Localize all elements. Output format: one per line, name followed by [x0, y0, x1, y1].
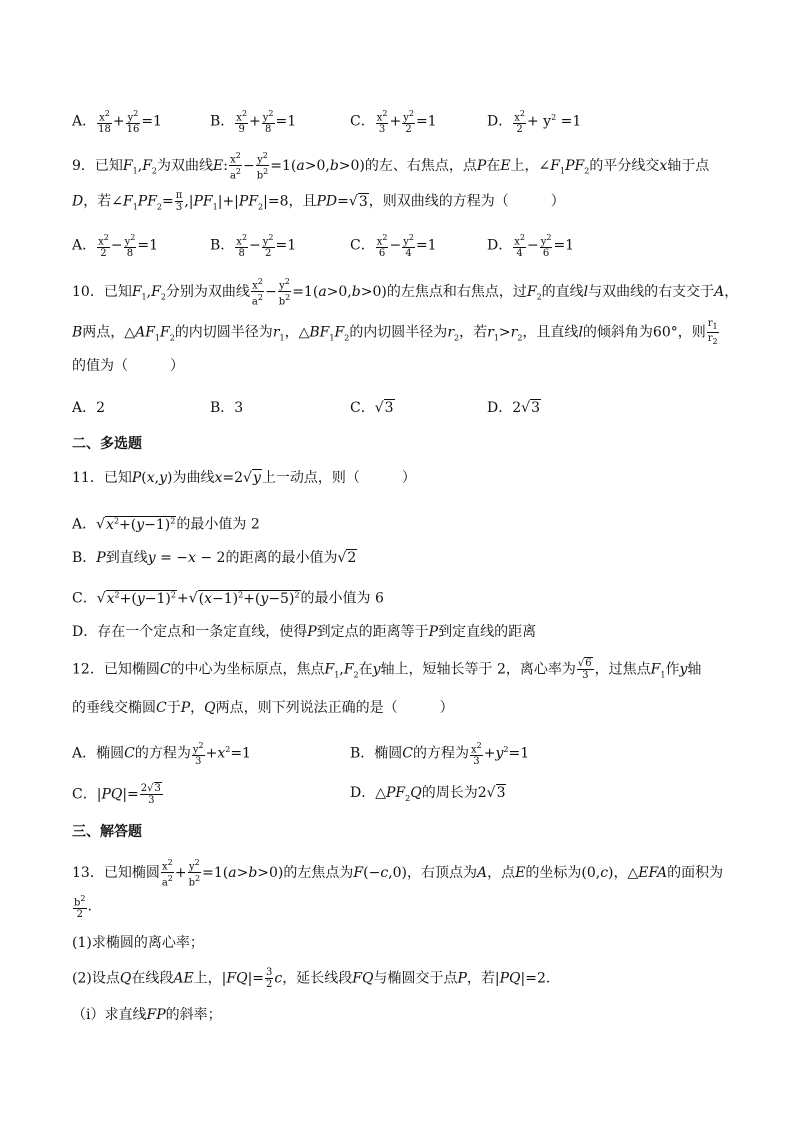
q12-option-b: B．椭圆C的方程为 $\frac{x^2}{3}$ $+y^2=1$: [350, 741, 530, 768]
q11-stem: 11．已知P(x,y)为曲线x=2√y上一动点，则（ ）: [72, 470, 416, 486]
q8-option-d: D． $\frac{x^2}{2}$ + $y^2 =1$: [487, 109, 582, 136]
section-heading-multi-choice: 二、多选题: [72, 436, 142, 452]
section-heading-solutions: 三、解答题: [72, 824, 142, 840]
q11-option-b: B．P到直线y = −x − 2的距离的最小值为√2: [72, 550, 357, 566]
q10-option-d: D．2√3: [487, 400, 540, 416]
q11-option-a: A．$√x^2+(y-1)^2$的最小值为 2: [72, 516, 260, 533]
q10-stem-line2: B两点，$\triangle AF_1F_2$的内切圆半径为$r_1$，$\triangle BF_1F_2$的内切圆半径为$r_2$，若$r_1>r_2$，且直线l的倾斜角为60°，则 $\frac{r_1}{r_2}$: [72, 318, 718, 346]
q11-option-d: D．存在一个定点和一条定直线，使得P到定点的距离等于P到定直线的距离: [72, 624, 537, 640]
q8-option-b: B． $\frac{x^2}{9}$ + $\frac{y^2}{8}$ =1: [210, 109, 297, 136]
q13-part2-i: （ⅰ）求直线FP的斜率；: [72, 1007, 222, 1023]
q12-option-d: D．$\triangle PF_2Q$的周长为2√3: [350, 785, 506, 803]
q13-stem-line2: $\frac{b^2}{2}$ .: [74, 894, 92, 921]
q9-option-b: B． $\frac{x^2}{8}$ − $\frac{y^2}{2}$ =1: [210, 233, 297, 260]
q11-option-c: C．$√x^2+(y-1)^2+√(x-1)^2+(y-5)^2$的最小值为 6: [72, 590, 384, 607]
q12-stem-line1: 12．已知椭圆C的中心为坐标原点，焦点$F_1,F_2$在y轴上，短轴长等于 2，离心率为 $\frac{√6}{3}$ ，过焦点$F_1$作y轴: [72, 658, 702, 681]
q9-stem-line2: D，若$\angle F_1PF_2=$ $\frac{\pi}{3}$ $,|PF_1|+|PF_2|=8$，且PD=√3，则双曲线的方程为（ ）: [72, 190, 565, 213]
q9-option-d: D． $\frac{x^2}{4}$ − $\frac{y^2}{6}$ =1: [487, 233, 575, 260]
q10-stem-line3: 的值为（ ）: [72, 358, 184, 374]
q13-part2: (2)设点Q在线段AE上，|FQ|= $\frac{3}{2}$ c，延长线段FQ与椭圆交于点P，若|PQ|=2．: [72, 967, 560, 990]
q13-part1: (1)求椭圆的离心率；: [72, 935, 204, 951]
q12-option-c: C．|PQ|= $\frac{2√3}{3}$: [72, 783, 161, 806]
q8-option-a: A． $\frac{x^2}{18}$ + $\frac{y^2}{16}$ =1: [72, 109, 162, 136]
q10-option-b: B．3: [210, 400, 244, 416]
q9-option-c: C． $\frac{x^2}{6}$ − $\frac{y^2}{4}$ =1: [350, 233, 437, 260]
q8-option-c: C． $\frac{x^2}{3}$ + $\frac{y^2}{2}$ =1: [350, 109, 437, 136]
q9-option-a: A． $\frac{x^2}{2}$ − $\frac{y^2}{8}$ =1: [72, 233, 158, 260]
q12-option-a: A．椭圆C的方程为 $\frac{y^2}{3}$ $+x^2=1$: [72, 741, 251, 768]
q9-stem-line1: 9．已知$F_1,F_2$为双曲线E: $\frac{x^2}{a^2}$ − $\frac{y^2}{b^2}$ =1(a>0,b>0)的左、右焦点，点P在E上，$\angle F_1PF_2$的平分线交x轴于点: [72, 151, 710, 182]
q10-option-a: A．2: [72, 400, 106, 416]
q13-stem-line1: 13．已知椭圆 $\frac{x^2}{a^2}$ + $\frac{y^2}{b^2}$ =1(a>b>0)的左焦点为F(−c,0)，右顶点为A，点E的坐标为(0,c)，△EFA的面积为: [72, 858, 724, 889]
q12-stem-line2: 的垂线交椭圆C于P，Q两点，则下列说法正确的是（ ）: [72, 700, 454, 716]
q10-option-c: C．√3: [350, 400, 394, 416]
q10-stem-line1: 10．已知$F_1,F_2$分别为双曲线 $\frac{x^2}{a^2}$ − $\frac{y^2}{b^2}$ =1(a>0,b>0)的左焦点和右焦点，过$F_2$的直线l与双曲线的右支交于A，: [72, 277, 739, 308]
